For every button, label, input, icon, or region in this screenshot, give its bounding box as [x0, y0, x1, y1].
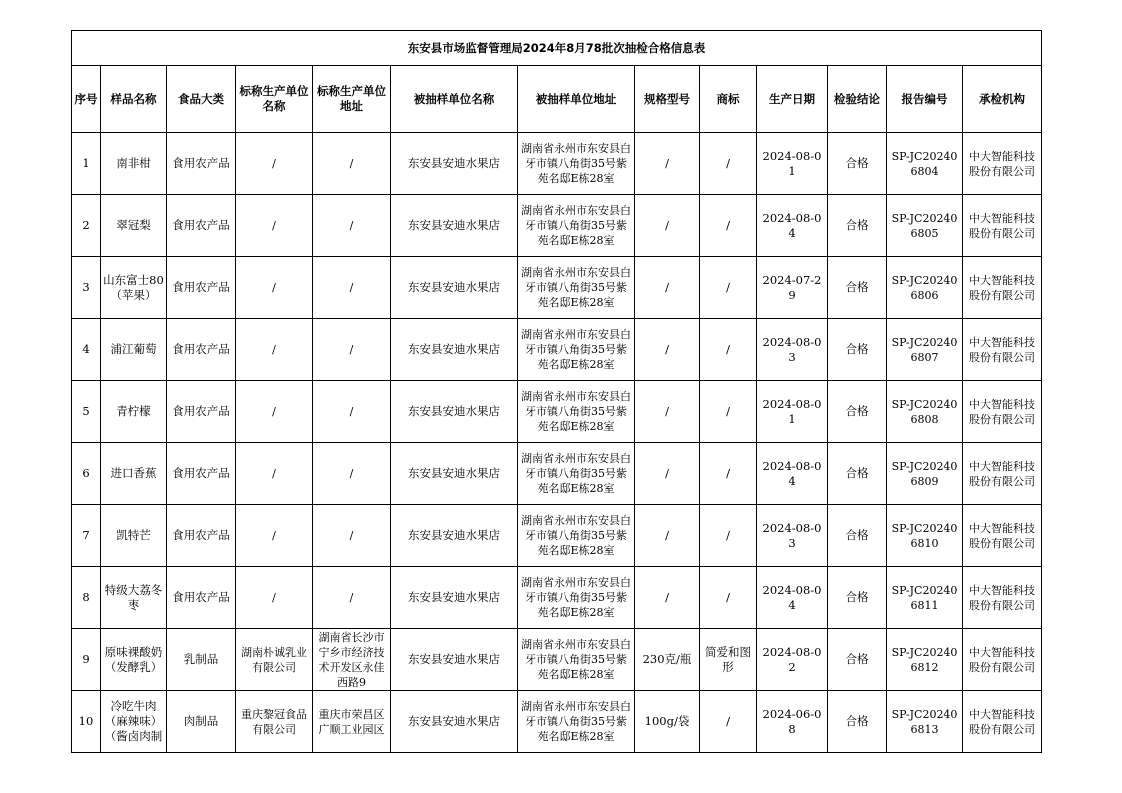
- cell-trademark: /: [700, 381, 757, 443]
- cell-producer-address: /: [313, 381, 391, 443]
- cell-seq: 4: [72, 319, 101, 381]
- cell-production-date: 2024-08-04: [757, 195, 828, 257]
- cell-producer-name: 重庆黎冠食品有限公司: [236, 691, 313, 753]
- cell-seq: 8: [72, 567, 101, 629]
- cell-sampled-unit-address: 湖南省永州市东安县白牙市镇八角街35号紫苑名邸E栋28室: [518, 505, 635, 567]
- header-row: [72, 66, 1042, 133]
- cell-spec: 100g/袋: [635, 691, 700, 753]
- header-sample-name: 样品名称: [101, 66, 167, 133]
- cell-production-date: 2024-08-01: [757, 133, 828, 195]
- cell-trademark: /: [700, 691, 757, 753]
- cell-producer-name: /: [236, 195, 313, 257]
- cell-production-date: 2024-06-08: [757, 691, 828, 753]
- cell-sample-name: 特级大荔冬枣: [101, 567, 167, 629]
- cell-trademark: /: [700, 505, 757, 567]
- header-sampled-unit-name: 被抽样单位名称: [391, 66, 518, 133]
- cell-seq: 1: [72, 133, 101, 195]
- cell-sample-name: 青柠檬: [101, 381, 167, 443]
- cell-production-date: 2024-08-03: [757, 505, 828, 567]
- cell-testing-agency: 中大智能科技股份有限公司: [963, 133, 1042, 195]
- cell-producer-address: /: [313, 505, 391, 567]
- cell-producer-address: 重庆市荣昌区广顺工业园区: [313, 691, 391, 753]
- table-row: [72, 319, 1042, 381]
- cell-producer-address: 湖南省长沙市宁乡市经济技术开发区永佳西路9: [313, 629, 391, 691]
- cell-sample-name: 进口香蕉: [101, 443, 167, 505]
- cell-seq: 5: [72, 381, 101, 443]
- cell-sample-name: 冷吃牛肉（麻辣味）（酱卤肉制: [101, 691, 167, 753]
- table-row: [72, 257, 1042, 319]
- cell-sampled-unit-address: 湖南省永州市东安县白牙市镇八角街35号紫苑名邸E栋28室: [518, 195, 635, 257]
- cell-sampled-unit-address: 湖南省永州市东安县白牙市镇八角街35号紫苑名邸E栋28室: [518, 567, 635, 629]
- cell-sampled-unit-name: 东安县安迪水果店: [391, 443, 518, 505]
- cell-trademark: /: [700, 443, 757, 505]
- cell-producer-address: /: [313, 443, 391, 505]
- cell-food-category: 食用农产品: [167, 443, 236, 505]
- cell-sampled-unit-address: 湖南省永州市东安县白牙市镇八角街35号紫苑名邸E栋28室: [518, 133, 635, 195]
- cell-sampled-unit-name: 东安县安迪水果店: [391, 629, 518, 691]
- cell-sampled-unit-name: 东安县安迪水果店: [391, 381, 518, 443]
- cell-producer-address: /: [313, 257, 391, 319]
- table-row: [72, 629, 1042, 691]
- cell-conclusion: 合格: [828, 319, 887, 381]
- cell-testing-agency: 中大智能科技股份有限公司: [963, 195, 1042, 257]
- cell-report-number: SP-JC202406808: [887, 381, 963, 443]
- table-row: [72, 195, 1042, 257]
- cell-food-category: 食用农产品: [167, 505, 236, 567]
- cell-conclusion: 合格: [828, 567, 887, 629]
- cell-producer-name: /: [236, 381, 313, 443]
- cell-conclusion: 合格: [828, 691, 887, 753]
- cell-conclusion: 合格: [828, 505, 887, 567]
- cell-conclusion: 合格: [828, 195, 887, 257]
- header-seq: 序号: [72, 66, 101, 133]
- cell-testing-agency: 中大智能科技股份有限公司: [963, 319, 1042, 381]
- cell-spec: /: [635, 443, 700, 505]
- cell-testing-agency: 中大智能科技股份有限公司: [963, 629, 1042, 691]
- cell-testing-agency: 中大智能科技股份有限公司: [963, 381, 1042, 443]
- cell-report-number: SP-JC202406804: [887, 133, 963, 195]
- cell-sample-name: 翠冠梨: [101, 195, 167, 257]
- cell-production-date: 2024-08-04: [757, 443, 828, 505]
- cell-spec: 230克/瓶: [635, 629, 700, 691]
- cell-trademark: /: [700, 257, 757, 319]
- cell-sampled-unit-address: 湖南省永州市东安县白牙市镇八角街35号紫苑名邸E栋28室: [518, 381, 635, 443]
- cell-report-number: SP-JC202406809: [887, 443, 963, 505]
- cell-producer-name: /: [236, 567, 313, 629]
- cell-food-category: 食用农产品: [167, 381, 236, 443]
- cell-trademark: /: [700, 567, 757, 629]
- cell-sampled-unit-address: 湖南省永州市东安县白牙市镇八角街35号紫苑名邸E栋28室: [518, 443, 635, 505]
- cell-seq: 2: [72, 195, 101, 257]
- cell-spec: /: [635, 133, 700, 195]
- table-row: [72, 133, 1042, 195]
- sheet-title: 东安县市场监督管理局2024年8月78批次抽检合格信息表: [72, 31, 1042, 66]
- cell-report-number: SP-JC202406805: [887, 195, 963, 257]
- cell-spec: /: [635, 319, 700, 381]
- cell-producer-address: /: [313, 319, 391, 381]
- cell-trademark: /: [700, 195, 757, 257]
- cell-sampled-unit-name: 东安县安迪水果店: [391, 319, 518, 381]
- cell-sampled-unit-name: 东安县安迪水果店: [391, 133, 518, 195]
- cell-sampled-unit-name: 东安县安迪水果店: [391, 257, 518, 319]
- cell-production-date: 2024-08-02: [757, 629, 828, 691]
- table-row: [72, 381, 1042, 443]
- cell-sample-name: 山东富士80（苹果）: [101, 257, 167, 319]
- cell-spec: /: [635, 381, 700, 443]
- cell-trademark: /: [700, 319, 757, 381]
- table-row: [72, 567, 1042, 629]
- cell-production-date: 2024-08-03: [757, 319, 828, 381]
- cell-producer-name: /: [236, 319, 313, 381]
- cell-sampled-unit-address: 湖南省永州市东安县白牙市镇八角街35号紫苑名邸E栋28室: [518, 257, 635, 319]
- cell-seq: 10: [72, 691, 101, 753]
- cell-food-category: 食用农产品: [167, 195, 236, 257]
- cell-testing-agency: 中大智能科技股份有限公司: [963, 505, 1042, 567]
- inspection-table: [71, 30, 1042, 753]
- cell-conclusion: 合格: [828, 257, 887, 319]
- header-conclusion: 检验结论: [828, 66, 887, 133]
- cell-conclusion: 合格: [828, 133, 887, 195]
- cell-testing-agency: 中大智能科技股份有限公司: [963, 691, 1042, 753]
- cell-spec: /: [635, 257, 700, 319]
- header-producer-name: 标称生产单位名称: [236, 66, 313, 133]
- cell-production-date: 2024-07-29: [757, 257, 828, 319]
- cell-sampled-unit-name: 东安县安迪水果店: [391, 505, 518, 567]
- cell-production-date: 2024-08-01: [757, 381, 828, 443]
- cell-sample-name: 原味裸酸奶（发酵乳）: [101, 629, 167, 691]
- cell-spec: /: [635, 195, 700, 257]
- cell-seq: 9: [72, 629, 101, 691]
- cell-report-number: SP-JC202406810: [887, 505, 963, 567]
- cell-conclusion: 合格: [828, 443, 887, 505]
- cell-food-category: 食用农产品: [167, 567, 236, 629]
- cell-conclusion: 合格: [828, 629, 887, 691]
- cell-conclusion: 合格: [828, 381, 887, 443]
- cell-sampled-unit-name: 东安县安迪水果店: [391, 195, 518, 257]
- cell-spec: /: [635, 567, 700, 629]
- header-spec: 规格型号: [635, 66, 700, 133]
- cell-spec: /: [635, 505, 700, 567]
- header-production-date: 生产日期: [757, 66, 828, 133]
- header-producer-address: 标称生产单位地址: [313, 66, 391, 133]
- cell-testing-agency: 中大智能科技股份有限公司: [963, 567, 1042, 629]
- cell-food-category: 乳制品: [167, 629, 236, 691]
- title-row: [72, 31, 1042, 66]
- cell-producer-name: 湖南朴诚乳业有限公司: [236, 629, 313, 691]
- cell-sampled-unit-address: 湖南省永州市东安县白牙市镇八角街35号紫苑名邸E栋28室: [518, 691, 635, 753]
- cell-production-date: 2024-08-04: [757, 567, 828, 629]
- cell-sampled-unit-address: 湖南省永州市东安县白牙市镇八角街35号紫苑名邸E栋28室: [518, 629, 635, 691]
- cell-trademark: 简爱和图形: [700, 629, 757, 691]
- cell-report-number: SP-JC202406807: [887, 319, 963, 381]
- cell-testing-agency: 中大智能科技股份有限公司: [963, 443, 1042, 505]
- cell-report-number: SP-JC202406813: [887, 691, 963, 753]
- cell-food-category: 食用农产品: [167, 319, 236, 381]
- cell-trademark: /: [700, 133, 757, 195]
- table-row: [72, 443, 1042, 505]
- cell-producer-address: /: [313, 567, 391, 629]
- table-row: [72, 505, 1042, 567]
- cell-report-number: SP-JC202406812: [887, 629, 963, 691]
- cell-seq: 3: [72, 257, 101, 319]
- cell-producer-name: /: [236, 443, 313, 505]
- cell-sample-name: 南非柑: [101, 133, 167, 195]
- cell-food-category: 食用农产品: [167, 133, 236, 195]
- cell-seq: 6: [72, 443, 101, 505]
- cell-report-number: SP-JC202406806: [887, 257, 963, 319]
- cell-producer-name: /: [236, 505, 313, 567]
- cell-producer-name: /: [236, 257, 313, 319]
- cell-sampled-unit-address: 湖南省永州市东安县白牙市镇八角街35号紫苑名邸E栋28室: [518, 319, 635, 381]
- cell-producer-address: /: [313, 195, 391, 257]
- header-report-number: 报告编号: [887, 66, 963, 133]
- cell-sampled-unit-name: 东安县安迪水果店: [391, 691, 518, 753]
- table-row: [72, 691, 1042, 753]
- header-testing-agency: 承检机构: [963, 66, 1042, 133]
- cell-sample-name: 浦江葡萄: [101, 319, 167, 381]
- header-sampled-unit-address: 被抽样单位地址: [518, 66, 635, 133]
- cell-sample-name: 凯特芒: [101, 505, 167, 567]
- cell-producer-address: /: [313, 133, 391, 195]
- cell-sampled-unit-name: 东安县安迪水果店: [391, 567, 518, 629]
- cell-seq: 7: [72, 505, 101, 567]
- cell-producer-name: /: [236, 133, 313, 195]
- cell-testing-agency: 中大智能科技股份有限公司: [963, 257, 1042, 319]
- cell-food-category: 肉制品: [167, 691, 236, 753]
- cell-food-category: 食用农产品: [167, 257, 236, 319]
- header-food-category: 食品大类: [167, 66, 236, 133]
- cell-report-number: SP-JC202406811: [887, 567, 963, 629]
- header-trademark: 商标: [700, 66, 757, 133]
